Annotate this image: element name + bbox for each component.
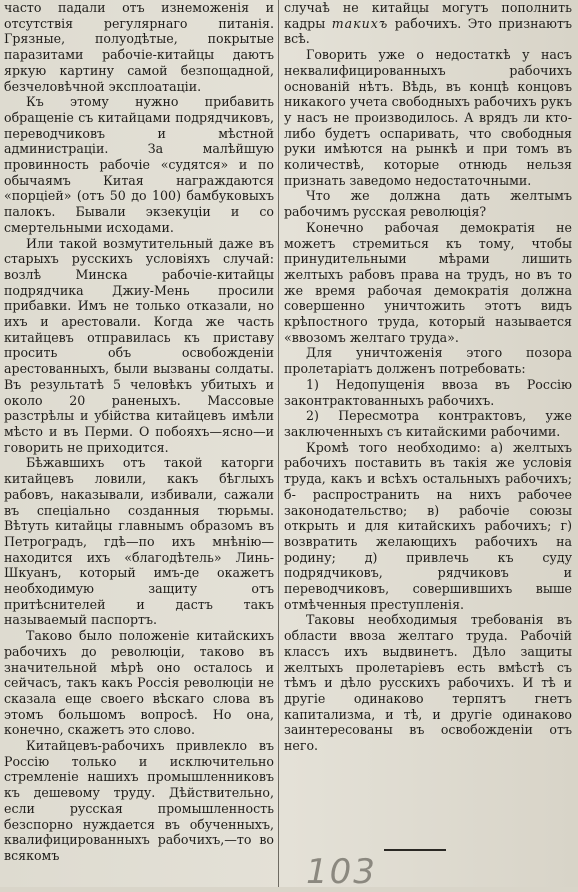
paragraph: Китайцевъ-рабочихъ привлекло въ Россію только и исключительно стремленіе нашихъ промышленниковъ къ дешевому труду. Дѣйствительно, если русская промышленность безспорно нуждается въ обученныхъ, квалифицированныхъ рабочихъ,—то во всякомъ [4,738,274,863]
paragraph: Таково было положеніе китайскихъ рабочихъ до революціи, таково въ значительной мѣрѣ оно осталось и сейчасъ, такъ какъ Россія революціи не сказала еще своего вѣскаго слова въ этомъ большомъ вопросѣ. Но она, конечно, скажетъ это слово. [4,628,274,738]
paragraph: Конечно рабочая демократія не можетъ стремиться къ тому, чтобы принудительными мѣрами лишить желтыхъ рабовъ права на трудъ, но въ то же время рабочая демократія должна совершенно уничтожить этотъ видъ крѣпостного труда, который называется «ввозомъ желтаго труда». [284,219,572,345]
column-divider-rule [278,0,279,887]
paragraph: Для уничтоженія этого позора пролетаріатъ долженъ потребовать: [284,345,572,377]
paragraph: Говорить уже о недостаткѣ у насъ неквалифицированныхъ рабочихъ основаній нѣтъ. Вѣдь, въ концѣ концовъ никакого учета свободныхъ рабочихъ рукъ у насъ не производилось. А врядъ ли кто-либо будетъ оспаривать, что свободныя руки имѣются на рынкѣ и при томъ въ количествѣ, которые отнюдь нельзя признать заведомо недостаточными. [284,47,572,188]
paragraph: 2) Пересмотра контрактовъ, уже заключенныхъ съ китайскими рабочими. [284,408,572,439]
paragraph: Кромѣ того необходимо: а) желтыхъ рабочихъ поставить въ такія же условія труда, какъ и всѣхъ остальныхъ рабочихъ; б- распространить на нихъ рабочее законодательство; в) рабочіе союзы открыть и для китайскихъ рабочихъ; г) возвратить желающихъ рабочихъ на родину; д) привлечь къ суду подрядчиковъ, рядчиковъ и переводчиковъ, совершившихъ выше отмѣченныя преступленія. [284,439,572,612]
emphasized-word: такихъ [331,15,389,31]
text-run: случаѣ не китайцы могутъ пополнить кадры [284,0,572,31]
paragraph: Таковы необходимыя требованія въ области ввоза желтаго труда. Рабочій классъ ихъ выдвинетъ. Дѣло защиты желтыхъ пролетаріевъ есть вмѣстѣ съ тѣмъ и дѣло русскихъ рабочихъ. И тѣ и другіе одинаково терпятъ гнетъ капитализма, и тѣ, и другіе одинаково заинтересованы въ освобожденіи отъ него. [284,612,572,754]
paragraph: часто падали отъ изнеможенія и отсутствія регулярнаго питанія. Грязные, полуодѣтые, покрытые паразитами рабочіе-китайцы даютъ яркую картину самой безпощадной, безчеловѣчной эксплоатаціи. [4,0,274,94]
paragraph: Или такой возмутительный даже въ старыхъ русскихъ условіяхъ случай: возлѣ Минска рабочіе-китайцы подрядчика Джиу-Мень просили прибавки. Имъ не только отказали, но ихъ и арестовали. Когда же часть китайцевъ отправилась къ приставу просить объ освобожденіи арестованныхъ, были вызваны солдаты. Въ результатѣ 5 человѣкъ убитыхъ и около 20 раненыхъ. Массовые разстрѣлы и убійства китайцевъ имѣли мѣсто и въ Перми. О побояхъ—ясно—и говорить не приходится. [4,235,274,455]
paragraph: Что же должна дать желтымъ рабочимъ русская революція? [284,188,572,220]
left-column [4,0,274,887]
paragraph [284,0,572,47]
paragraph: 1) Недопущенія ввоза въ Россію законтрактованныхъ рабочихъ. [284,376,572,408]
end-of-article-rule [384,849,446,851]
paragraph: Бѣжавшихъ отъ такой каторги китайцевъ ловили, какъ бѣглыхъ рабовъ, наказывали, избивали, сажали въ спеціально созданныя тюрьмы. Вѣтуть китайцы главнымъ образомъ въ Петроградъ, гдѣ—по ихъ мнѣнію—находится ихъ «благодѣтель» Линь-Шкуанъ, который имъ-де окажетъ необходимую защиту отъ притѣснителей и дастъ такъ называемый паспортъ. [4,455,274,628]
paragraph: Къ этому нужно прибавить обращеніе съ китайцами подрядчиковъ, переводчиковъ и мѣстной администраціи. За малѣйшую провинность рабочіе «судятся» и по обычаямъ Китая награждаются «порціей» (отъ 50 до 100) бамбуковыхъ палокъ. Бывали экзекуціи и со смертельными исходами. [4,94,274,235]
page-number: 103 [306,852,377,892]
right-column [284,0,572,830]
text-run: рабочихъ. Это признаютъ всѣ. [284,15,572,47]
